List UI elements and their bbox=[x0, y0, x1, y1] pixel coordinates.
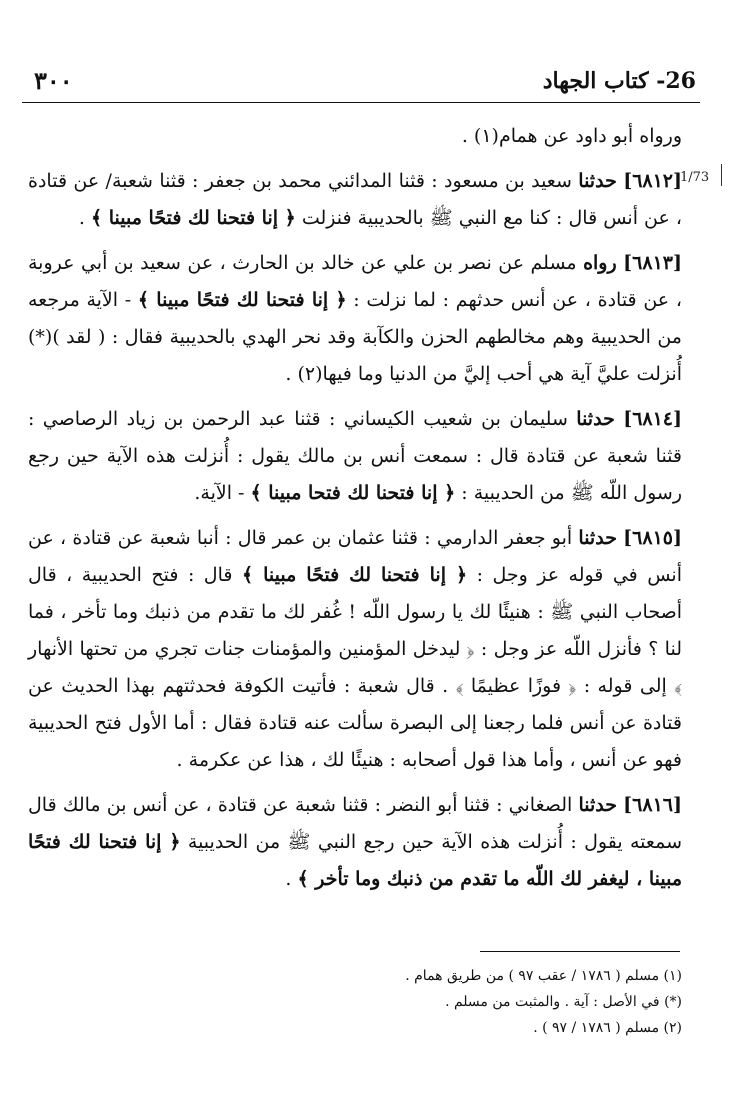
hadith-6812 bbox=[28, 163, 682, 237]
hadith-lead: رواه bbox=[583, 252, 617, 274]
footnote-1: (١) مسلم ( ١٧٨٦ / عقب ٩٧ ) من طريق همام . bbox=[405, 968, 682, 984]
hadith-number: [٦٨١٦] bbox=[623, 794, 682, 816]
hadith-lead: حدثنا bbox=[576, 408, 615, 430]
hadith-text: سليمان بن شعيب الكيساني : قثنا عبد الرحمن بن زياد الرصاصي : قثنا شعبة عن قتادة قال : سمعت أنس بن مالك يقول : أُنزلت هذه الآية حين رجع رسول اللّه ﷺ من الحديبية : bbox=[28, 408, 682, 504]
hadith-number: [٦٨١٤] bbox=[623, 408, 683, 430]
quran-quote: ﴿ إنا فتحنا لك فتحًا مبينا ﴾ bbox=[91, 207, 296, 229]
hadith-tail: - الآية مرجعه من الحديبية وهم مخالطهم الحزن والكآبة وقد نحر الهدي بالحديبية فقال : ( لقد )(*) أُنزلت عليَّ آية هي أحب إليَّ من الدنيا وما فيها(٢) . bbox=[28, 289, 682, 385]
quran-quote: ﴿ إنا فتحنا لك فتحا مبينا ﴾ bbox=[250, 482, 456, 504]
hadith-6816 bbox=[28, 787, 682, 898]
footnotes bbox=[60, 964, 682, 1042]
hadith-lead: حدثنا bbox=[578, 527, 617, 549]
hadith-number: [٦٨١٣] bbox=[623, 252, 682, 274]
hadith-tail: قال : فتح الحديبية ، قال أصحاب النبي ﷺ : هنيئًا لك يا رسول اللّه ! غُفر لك ما تقدم من ذنبك وما تأخر ، فما لنا ؟ فأنزل اللّه عز وجل : ﴿ ليدخل المؤمنين والمؤمنات جنات تجري من تحتها الأنهار ﴾ إلى قوله : ﴿ فوزًا عظيمًا ﴾ . قال شعبة : فأتيت الكوفة فحدثتهم بهذا الحديث عن قتادة عن أنس فلما رجعنا إلى البصرة سألت عنه قتادة فقال : أما الأول فتح الحديبية فهو عن أنس ، وأما هذا قول أصحابه : هنيئًا لك ، هذا عن عكرمة . bbox=[28, 564, 682, 771]
hadith-text: سعيد بن مسعود : قثنا المدائني محمد بن جعفر : قثنا شعبة/ عن قتادة ، عن أنس قال : كنا مع النبي ﷺ بالحديبية فنزلت bbox=[28, 170, 682, 229]
chapter-title: 26- كتاب الجهاد bbox=[542, 68, 696, 94]
hadith-text: أبو جعفر الدارمي : قثنا عثمان بن عمر قال : أنبا شعبة عن قتادة ، عن أنس في قوله عز وجل : bbox=[28, 527, 682, 586]
hadith-6814 bbox=[28, 401, 682, 512]
hadith-number: [٦٨١٢] bbox=[623, 170, 683, 192]
footnote-2: (٢) مسلم ( ١٧٨٦ / ٩٧ ) . bbox=[533, 1020, 682, 1036]
hadith-tail: . bbox=[78, 207, 85, 229]
hadith-text: مسلم عن نصر بن علي عن خالد بن الحارث ، عن سعيد بن أبي عروبة ، عن قتادة ، عن أنس حدثهم : لما نزلت : bbox=[28, 252, 682, 311]
paragraph-intro bbox=[28, 118, 682, 155]
hadith-number: [٦٨١٥] bbox=[623, 527, 682, 549]
hadith-6815 bbox=[28, 520, 682, 779]
hadith-text: الصغاني : قثنا أبو النضر : قثنا شعبة عن قتادة ، عن أنس بن مالك قال سمعته يقول : أُنزلت هذه الآية حين رجع النبي ﷺ من الحديبية bbox=[28, 794, 682, 853]
quran-quote: ﴿ إنا فتحنا لك فتحًا مبينا ، ليغفر لك اللّه ما تقدم من ذنبك وما تأخر ﴾ bbox=[28, 831, 682, 890]
page-number: ٣٠٠ bbox=[34, 66, 73, 95]
hadith-lead: حدثنا bbox=[578, 794, 617, 816]
hadith-6813 bbox=[28, 245, 682, 393]
running-header bbox=[22, 62, 700, 103]
footnote-asterisk: (*) في الأصل : آية . والمثبت من مسلم . bbox=[445, 994, 682, 1010]
margin-rule bbox=[721, 164, 722, 186]
page-body bbox=[28, 118, 682, 906]
quran-quote: ﴿ إنا فتحنا لك فتحًا مبينا ﴾ bbox=[137, 289, 347, 311]
manuscript-reference: 1/73 bbox=[680, 170, 710, 185]
paragraph-text: ورواه أبو داود عن همام(١) . bbox=[461, 125, 682, 147]
hadith-lead: حدثنا bbox=[578, 170, 617, 192]
hadith-tail: . bbox=[285, 868, 292, 890]
footnote-divider bbox=[480, 951, 680, 952]
hadith-tail: - الآية. bbox=[194, 482, 245, 504]
quran-quote: ﴿ إنا فتحنا لك فتحًا مبينا ﴾ bbox=[241, 564, 468, 586]
